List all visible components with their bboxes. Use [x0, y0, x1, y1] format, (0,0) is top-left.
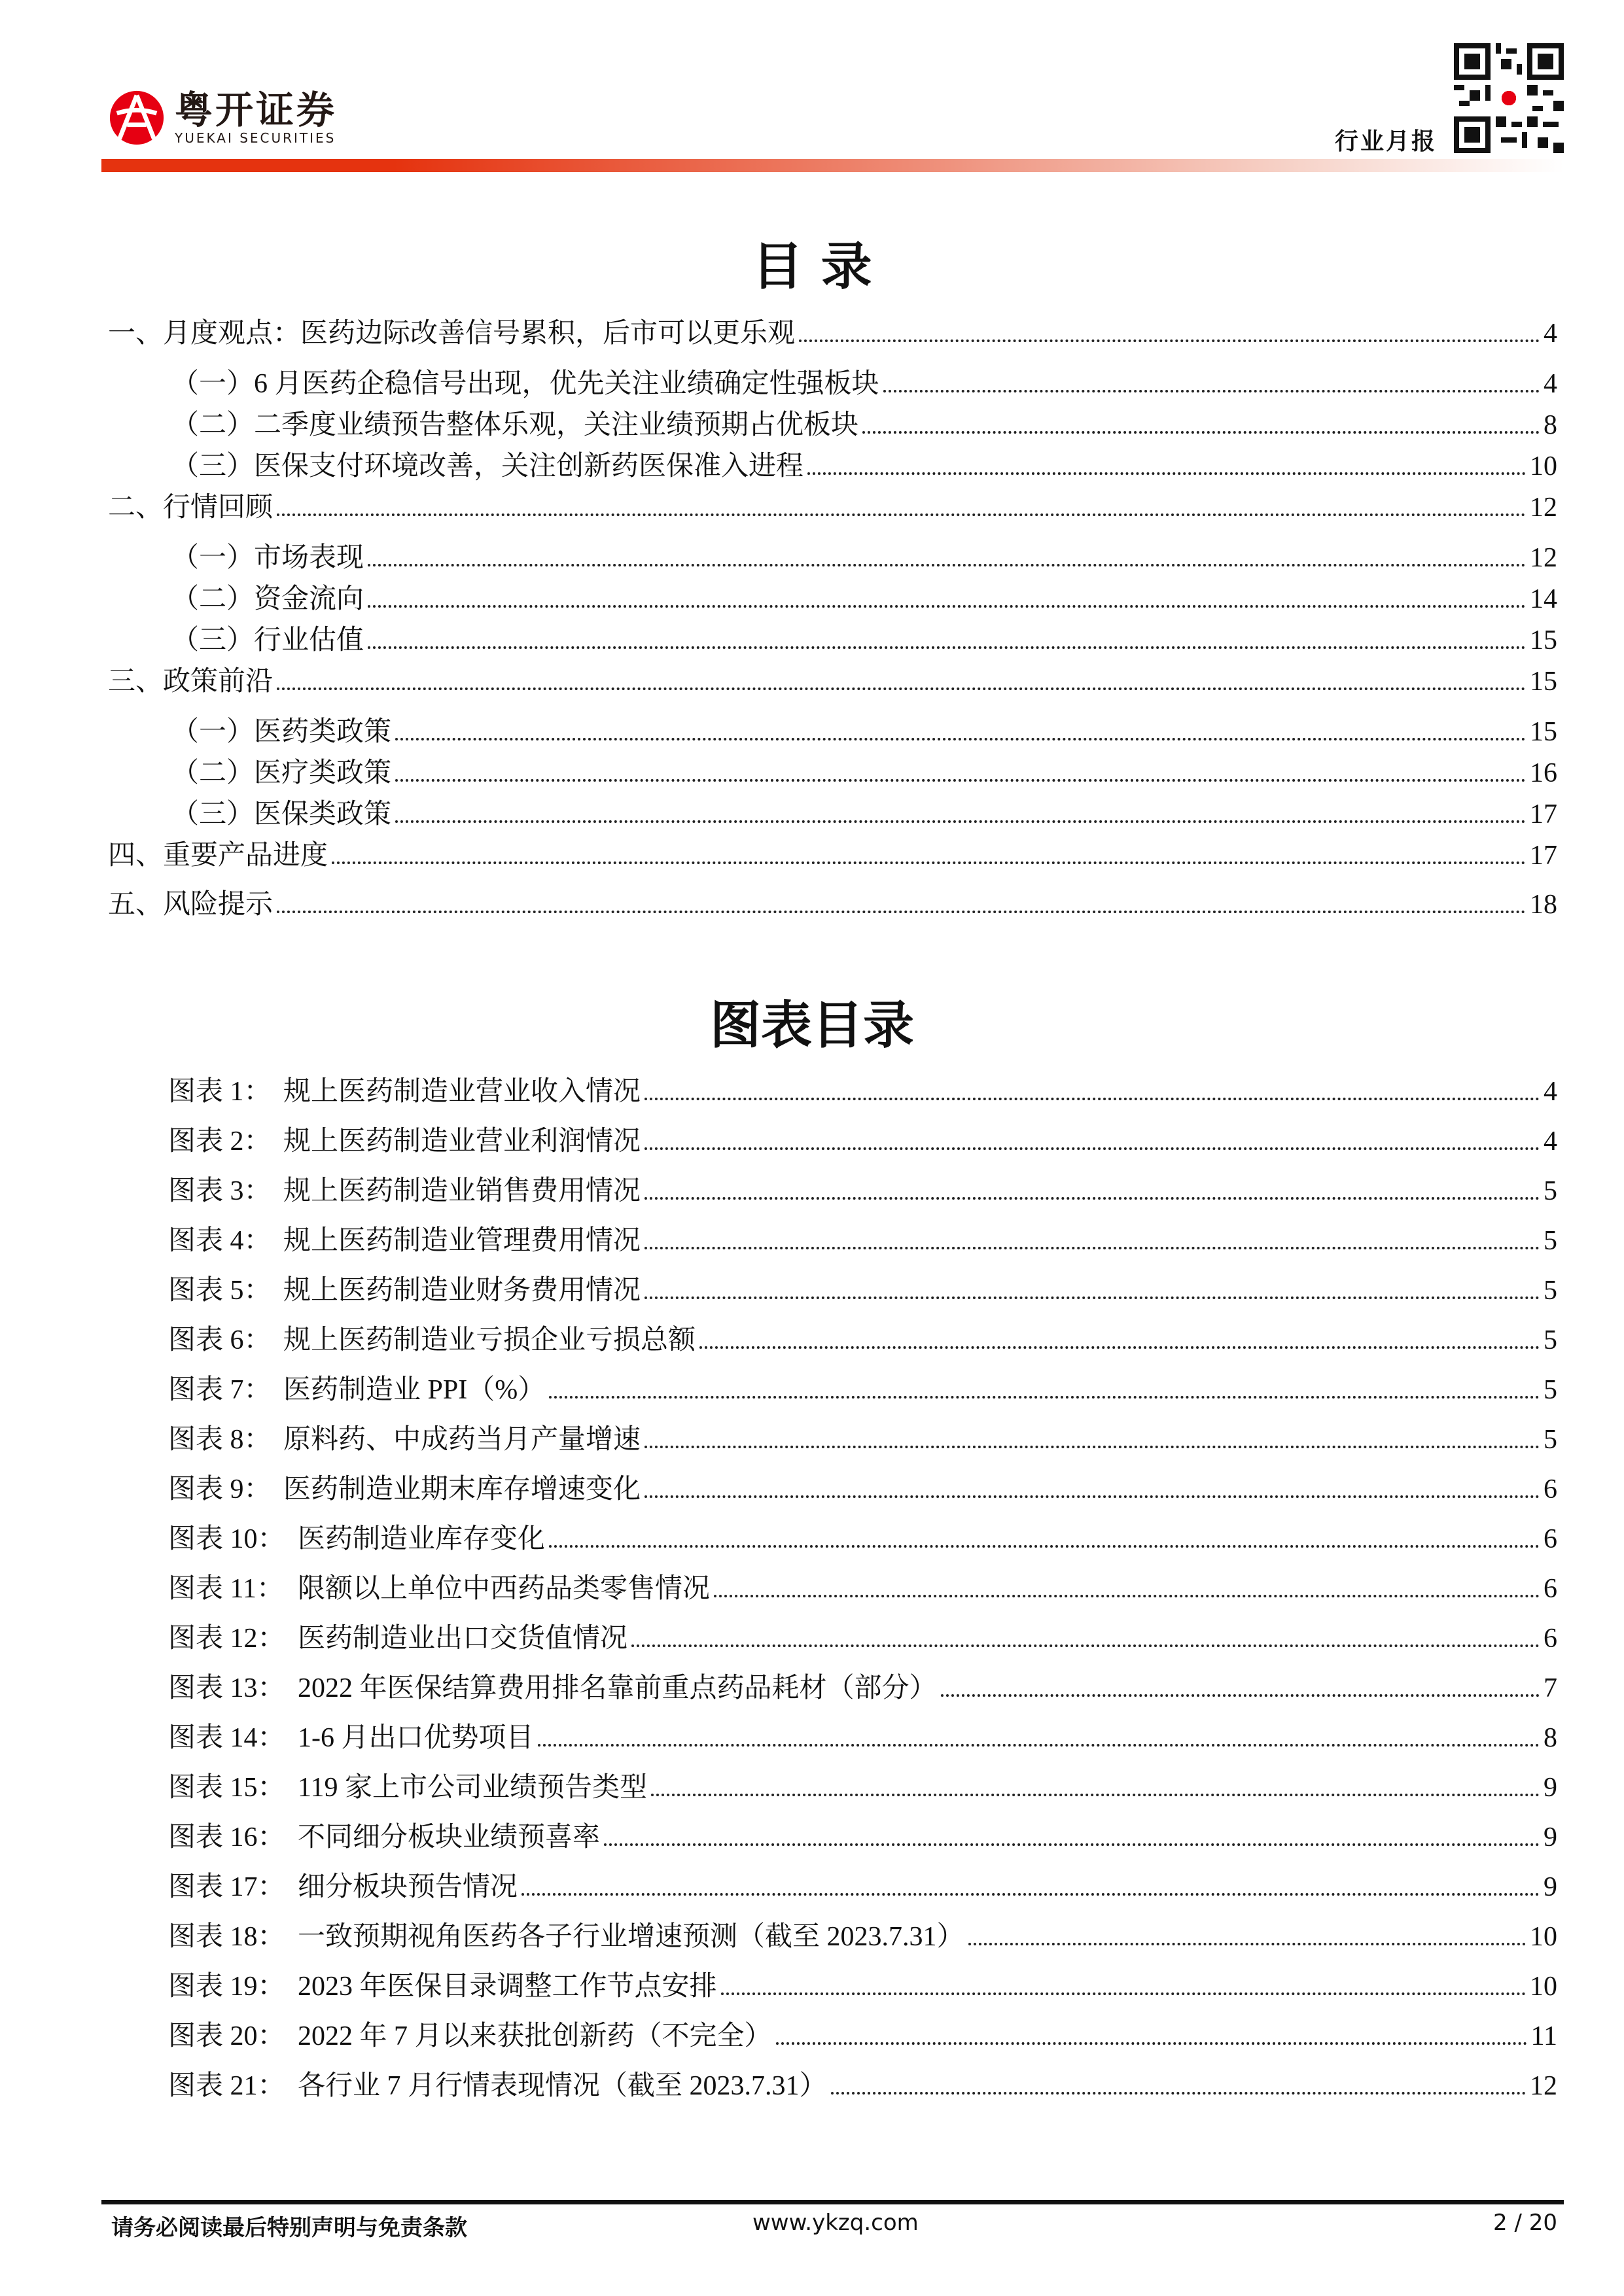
toc-entry-page: 4 — [1544, 369, 1557, 399]
figure-entry-number: 图表 19： — [168, 1972, 285, 2002]
figure-entry-title: 规上医药制造业亏损企业亏损总额 — [283, 1325, 696, 1355]
figure-entry-number: 图表 6： — [168, 1325, 272, 1355]
toc-entry-label: 四、重要产品进度 — [108, 841, 328, 871]
figure-entry-page: 5 — [1544, 1325, 1557, 1355]
figure-entry[interactable] — [168, 1919, 1557, 1955]
toc-entry-page: 17 — [1530, 799, 1557, 829]
figure-entry-title: 规上医药制造业管理费用情况 — [283, 1226, 641, 1256]
toc-entry-label: （二）医疗类政策 — [171, 758, 392, 788]
dot-leader — [631, 1644, 1540, 1647]
toc-entry-page: 15 — [1530, 717, 1557, 747]
dot-leader — [604, 1843, 1540, 1846]
figure-entry-page: 5 — [1544, 1375, 1557, 1405]
toc-entry[interactable] — [171, 755, 1557, 791]
dot-leader — [799, 339, 1540, 342]
figure-entry-page: 7 — [1544, 1673, 1557, 1703]
page-indicator: 2 / 20 — [1493, 2210, 1557, 2236]
figure-entry-page: 9 — [1544, 1773, 1557, 1803]
dot-leader — [941, 1694, 1540, 1697]
figure-entry-number: 图表 18： — [168, 1922, 285, 1952]
dot-leader — [862, 431, 1540, 434]
toc-entry-page: 12 — [1530, 543, 1557, 573]
company-logo — [108, 88, 337, 147]
qr-code-icon — [1454, 42, 1564, 154]
dot-leader — [277, 687, 1526, 690]
figure-entry-title: 规上医药制造业销售费用情况 — [283, 1176, 641, 1206]
figure-entry[interactable] — [168, 1620, 1557, 1657]
toc-entry-label: 一、月度观点：医药边际改善信号累积，后市可以更乐观 — [108, 319, 796, 349]
dot-leader — [644, 1197, 1540, 1200]
figure-entry[interactable] — [168, 1421, 1557, 1458]
dot-leader — [883, 390, 1540, 392]
brand-name-cn: 粤开证券 — [175, 88, 338, 132]
toc-entry[interactable] — [108, 315, 1557, 352]
dot-leader — [277, 911, 1526, 913]
figure-entry-title: 医药制造业出口交货值情况 — [298, 1624, 628, 1654]
figure-entry-page: 8 — [1544, 1723, 1557, 1753]
toc-entry[interactable] — [108, 663, 1557, 700]
figure-entry-number: 图表 1： — [168, 1077, 272, 1107]
figure-entry-title: 规上医药制造业营业利润情况 — [283, 1126, 641, 1157]
dot-leader — [395, 738, 1526, 740]
toc-entry-label: 五、风险提示 — [108, 890, 274, 920]
dot-leader — [549, 1396, 1540, 1399]
toc-entry[interactable] — [171, 407, 1557, 444]
dot-leader — [395, 820, 1526, 823]
dot-leader — [332, 861, 1526, 864]
toc-entry-page: 17 — [1530, 841, 1557, 871]
toc-entry-label: （二）资金流向 — [171, 584, 364, 614]
toc-entry-label: （三）医保类政策 — [171, 799, 392, 829]
figure-entry-title: 规上医药制造业财务费用情况 — [283, 1276, 641, 1306]
figure-entry[interactable] — [168, 1869, 1557, 1905]
figure-entry-page: 10 — [1530, 1972, 1557, 2002]
toc-entry[interactable] — [108, 837, 1557, 874]
figure-entry-number: 图表 5： — [168, 1276, 272, 1306]
figure-entry-number: 图表 21： — [168, 2071, 285, 2101]
figure-entry-number: 图表 4： — [168, 1226, 272, 1256]
figure-entry-page: 4 — [1544, 1126, 1557, 1157]
toc-entry-label: 三、政策前沿 — [108, 667, 274, 697]
figure-entry-page: 6 — [1544, 1624, 1557, 1654]
figure-entry-page: 6 — [1544, 1524, 1557, 1554]
figure-entry[interactable] — [168, 1073, 1557, 1110]
figure-entry-title: 不同细分板块业绩预喜率 — [298, 1822, 601, 1852]
toc-entry-page: 16 — [1530, 758, 1557, 788]
footer-divider — [101, 2200, 1564, 2204]
toc-entry[interactable] — [171, 796, 1557, 833]
figure-entry[interactable] — [168, 1670, 1557, 1707]
dot-leader — [521, 1893, 1540, 1896]
toc-entry-page: 15 — [1530, 667, 1557, 697]
figure-entry[interactable] — [168, 1819, 1557, 1856]
figure-entry-title: 1-6 月出口优势项目 — [298, 1723, 534, 1753]
figure-entry-number: 图表 11： — [168, 1574, 284, 1604]
figure-entry-number: 图表 9： — [168, 1474, 272, 1505]
figure-entry-page: 9 — [1544, 1872, 1557, 1902]
toc-entry-page: 15 — [1530, 625, 1557, 655]
toc-entry-page: 12 — [1530, 493, 1557, 523]
figure-entry-title: 各行业 7 月行情表现情况（截至 2023.7.31） — [298, 2071, 827, 2101]
dot-leader — [538, 1744, 1540, 1747]
toc-entry[interactable] — [171, 622, 1557, 659]
toc-entry[interactable] — [171, 581, 1557, 617]
brand-name-en: YUEKAI SECURITIES — [175, 130, 336, 146]
figure-entry-title: 医药制造业 PPI（%） — [283, 1375, 546, 1405]
figure-entry-page: 5 — [1544, 1226, 1557, 1256]
figure-entry-title: 119 家上市公司业绩预告类型 — [298, 1773, 647, 1803]
dot-leader — [721, 1992, 1526, 1995]
header-accent-bar — [101, 159, 1564, 172]
figure-entry-title: 细分板块预告情况 — [298, 1872, 518, 1902]
figure-entry[interactable] — [168, 1123, 1557, 1160]
figure-entry[interactable] — [168, 1968, 1557, 2005]
footer-disclaimer: 请务必阅读最后特别声明与免责条款 — [111, 2215, 467, 2241]
figure-entry-page: 6 — [1544, 1574, 1557, 1604]
dot-leader — [968, 1943, 1526, 1945]
toc-entry-label: （三）医保支付环境改善，关注创新药医保准入进程 — [171, 451, 804, 481]
dot-leader — [644, 1247, 1540, 1249]
figure-entry-number: 图表 2： — [168, 1126, 272, 1157]
figure-entry-page: 10 — [1530, 1922, 1557, 1952]
figure-entry-title: 2022 年 7 月以来获批创新药（不完全） — [298, 2021, 772, 2051]
figure-entry[interactable] — [168, 1272, 1557, 1309]
dot-leader — [395, 779, 1526, 782]
figure-entry[interactable] — [168, 1223, 1557, 1259]
figure-entry[interactable] — [168, 2018, 1557, 2055]
dot-leader — [831, 2092, 1526, 2095]
toc-entry-label: （三）行业估值 — [171, 625, 364, 655]
dot-leader — [644, 1446, 1540, 1448]
figure-entry-title: 2022 年医保结算费用排名靠前重点药品耗材（部分） — [298, 1673, 937, 1703]
figure-entry-number: 图表 17： — [168, 1872, 285, 1902]
figure-entry[interactable] — [168, 1471, 1557, 1508]
dot-leader — [277, 513, 1526, 516]
figure-entry-page: 5 — [1544, 1425, 1557, 1455]
figure-entry-page: 12 — [1530, 2071, 1557, 2101]
figure-entry-title: 原料药、中成药当月产量增速 — [283, 1425, 641, 1455]
toc-entry-label: （一）6 月医药企稳信号出现，优先关注业绩确定性强板块 — [171, 369, 879, 399]
toc-entry[interactable] — [171, 714, 1557, 750]
figure-entry[interactable] — [168, 1372, 1557, 1408]
toc-title: 目 录 — [752, 237, 872, 296]
dot-leader — [651, 1794, 1540, 1796]
figure-entry-page: 4 — [1544, 1077, 1557, 1107]
dot-leader — [368, 646, 1526, 649]
figure-entry[interactable] — [168, 2068, 1557, 2104]
figure-entry[interactable] — [168, 1322, 1557, 1359]
figure-entry-page: 9 — [1544, 1822, 1557, 1852]
toc-entry-label: （二）二季度业绩预告整体乐观，关注业绩预期占优板块 — [171, 410, 859, 440]
dot-leader — [368, 605, 1526, 608]
toc-entry-label: （一）医药类政策 — [171, 717, 392, 747]
footer-website[interactable]: www.ykzq.com — [752, 2210, 919, 2236]
toc-entry-page: 4 — [1544, 319, 1557, 349]
dot-leader — [644, 1147, 1540, 1150]
dot-leader — [644, 1296, 1540, 1299]
figure-entry-number: 图表 16： — [168, 1822, 285, 1852]
figure-entry-title: 一致预期视角医药各子行业增速预测（截至 2023.7.31） — [298, 1922, 964, 1952]
figure-entry-number: 图表 7： — [168, 1375, 272, 1405]
figure-entry-title: 限额以上单位中西药品类零售情况 — [298, 1574, 711, 1604]
dot-leader — [644, 1495, 1540, 1498]
figure-entry-page: 11 — [1530, 2021, 1557, 2051]
dot-leader — [807, 472, 1526, 475]
figure-entry-title: 医药制造业库存变化 — [298, 1524, 546, 1554]
toc-entry[interactable] — [108, 886, 1557, 923]
dot-leader — [699, 1346, 1540, 1349]
figure-entry-page: 5 — [1544, 1176, 1557, 1206]
toc-entry[interactable] — [171, 366, 1557, 402]
figure-entry[interactable] — [168, 1173, 1557, 1209]
toc-entry[interactable] — [171, 540, 1557, 576]
figure-entry-number: 图表 14： — [168, 1723, 285, 1753]
figure-entry-title: 规上医药制造业营业收入情况 — [283, 1077, 641, 1107]
figure-entry-number: 图表 12： — [168, 1624, 285, 1654]
toc-entry-page: 14 — [1530, 584, 1557, 614]
figure-entry-number: 图表 13： — [168, 1673, 285, 1703]
figure-entry-number: 图表 8： — [168, 1425, 272, 1455]
toc-entry-page: 10 — [1530, 451, 1557, 481]
dot-leader — [714, 1595, 1540, 1597]
figure-entry-number: 图表 15： — [168, 1773, 285, 1803]
figure-entry-number: 图表 20： — [168, 2021, 285, 2051]
figure-entry-title: 医药制造业期末库存增速变化 — [283, 1474, 641, 1505]
figure-entry[interactable] — [168, 1720, 1557, 1756]
dot-leader — [549, 1545, 1540, 1548]
figure-entry-page: 6 — [1544, 1474, 1557, 1505]
figure-entry-number: 图表 10： — [168, 1524, 285, 1554]
figure-entry[interactable] — [168, 1571, 1557, 1607]
toc-entry[interactable] — [108, 489, 1557, 526]
figure-entry-page: 5 — [1544, 1276, 1557, 1306]
figure-entry-number: 图表 3： — [168, 1176, 272, 1206]
toc-entry-page: 8 — [1544, 410, 1557, 440]
dot-leader — [368, 564, 1526, 566]
toc-entry-label: （一）市场表现 — [171, 543, 364, 573]
figure-entry[interactable] — [168, 1769, 1557, 1806]
figure-index-title: 图表目录 — [709, 996, 914, 1055]
toc-entry-page: 18 — [1530, 890, 1557, 920]
figure-entry-title: 2023 年医保目录调整工作节点安排 — [298, 1972, 717, 2002]
dot-leader — [644, 1098, 1540, 1100]
toc-entry[interactable] — [171, 448, 1557, 485]
toc-entry-label: 二、行情回顾 — [108, 493, 274, 523]
figure-entry[interactable] — [168, 1521, 1557, 1557]
dot-leader — [776, 2042, 1527, 2045]
yuekai-logo-icon — [108, 88, 166, 147]
report-type: 行业月报 — [1335, 128, 1438, 155]
